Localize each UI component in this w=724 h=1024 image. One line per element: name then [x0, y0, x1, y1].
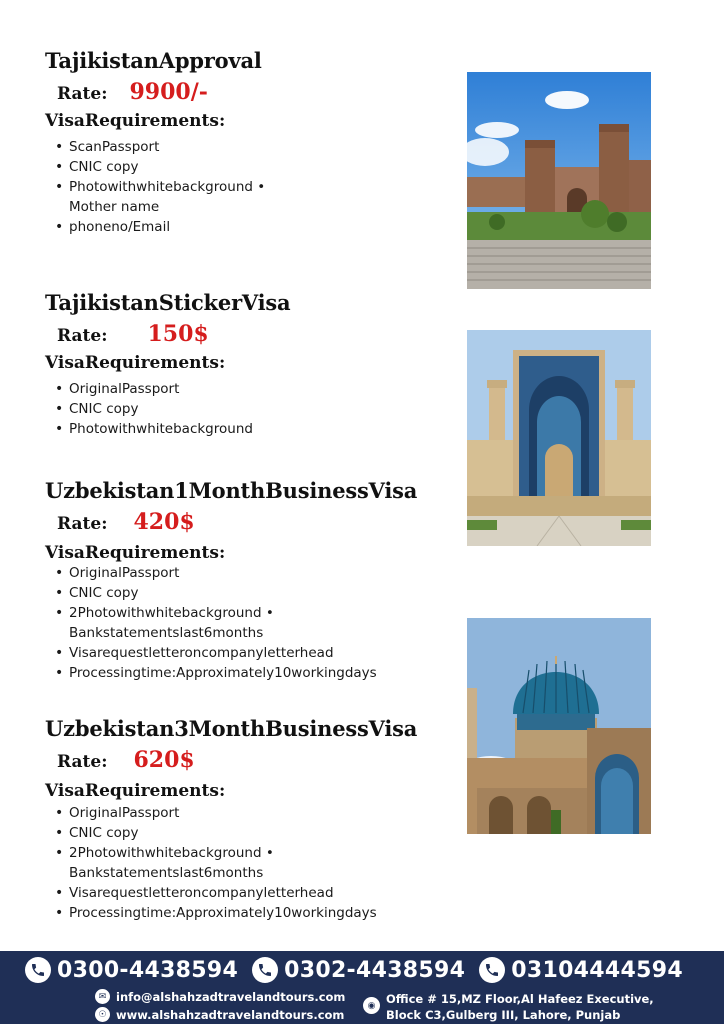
photo-hissar-fortress [467, 72, 651, 289]
rate-row [45, 321, 455, 347]
list-item: • 2Photowithwhitebackground • [45, 843, 455, 863]
visa-title: Uzbekistan1MonthBusinessVisa [45, 478, 418, 503]
list-item: • CNIC copy [45, 583, 455, 603]
phone-entry[interactable] [252, 957, 465, 983]
visa-section-uzbekistan-3-month [45, 716, 455, 923]
rate-label: Rate: [57, 326, 108, 346]
visa-section-tajikistan-approval [45, 48, 455, 237]
visa-title: TajikistanStickerVisa [45, 290, 291, 315]
list-item: • Processingtime:Approximately10workingdays [45, 663, 455, 683]
email-text: info@alshahzadtravelandtours.com [116, 989, 346, 1004]
requirements-list [45, 803, 455, 923]
globe-icon: ☉ [95, 1007, 110, 1022]
list-item: • CNIC copy [45, 157, 455, 177]
footer-contact-bar [0, 951, 724, 1024]
rate-row [45, 509, 455, 535]
photo-blue-dome [467, 618, 651, 834]
rate-value: 150$ [147, 321, 209, 347]
list-item: • Photowithwhitebackground [45, 419, 455, 439]
location-pin-icon: ◉ [363, 997, 380, 1014]
requirements-list [45, 379, 455, 439]
address-text [386, 991, 654, 1023]
requirements-list [45, 563, 455, 683]
phone-icon [479, 957, 505, 983]
visa-title: Uzbekistan3MonthBusinessVisa [45, 716, 418, 741]
fortress-image [467, 72, 651, 289]
list-item: • CNIC copy [45, 823, 455, 843]
phone-number: 0302-4438594 [284, 957, 466, 983]
visa-section-uzbekistan-1-month [45, 478, 455, 683]
list-item: • Processingtime:Approximately10workingdays [45, 903, 455, 923]
list-item: • OriginalPassport [45, 803, 455, 823]
list-item: • Visarequestletteroncompanyletterhead [45, 643, 455, 663]
list-item: • 2Photowithwhitebackground • [45, 603, 455, 623]
rate-label: Rate: [57, 752, 108, 772]
rate-label: Rate: [57, 84, 108, 104]
website-text: www.alshahzadtravelandtours.com [116, 1007, 345, 1022]
rate-row [45, 79, 455, 105]
rate-value: 420$ [133, 509, 195, 535]
list-item: • CNIC copy [45, 399, 455, 419]
phone-icon [25, 957, 51, 983]
email-line[interactable] [95, 989, 345, 1004]
dome-image [467, 618, 651, 834]
phone-number: 0300-4438594 [57, 957, 239, 983]
rate-value: 9900/- [129, 79, 208, 105]
visa-section-tajikistan-sticker [45, 290, 455, 439]
email-icon: ✉ [95, 989, 110, 1004]
visa-title: TajikistanApproval [45, 48, 262, 73]
list-item: Bankstatementslast6months [69, 625, 264, 641]
address-line: Block C3,Gulberg III, Lahore, Punjab [386, 1008, 621, 1022]
phone-entry[interactable] [479, 957, 683, 983]
requirements-title: VisaRequirements: [45, 111, 226, 131]
phone-list [25, 957, 683, 983]
rate-row [45, 747, 455, 773]
photo-madrasa-portal [467, 330, 651, 546]
address-line: Office # 15,MZ Floor,Al Hafeez Executive, [386, 992, 654, 1006]
list-item: • OriginalPassport [45, 563, 455, 583]
list-item: Bankstatementslast6months [69, 865, 264, 881]
list-item: • OriginalPassport [45, 379, 455, 399]
rate-value: 620$ [133, 747, 195, 773]
phone-icon [252, 957, 278, 983]
list-item: • Visarequestletteroncompanyletterhead [45, 883, 455, 903]
list-item: • ScanPassport [45, 137, 455, 157]
list-item: Mother name [69, 199, 160, 215]
requirements-list [45, 137, 455, 237]
address-block [363, 991, 654, 1023]
list-item: • Photowithwhitebackground • [45, 177, 455, 197]
requirements-title: VisaRequirements: [45, 353, 226, 373]
rate-label: Rate: [57, 514, 108, 534]
phone-entry[interactable] [25, 957, 238, 983]
list-item: • phoneno/Email [45, 217, 455, 237]
madrasa-image [467, 330, 651, 546]
requirements-title: VisaRequirements: [45, 781, 226, 801]
requirements-title: VisaRequirements: [45, 543, 226, 563]
website-line[interactable] [95, 1007, 344, 1022]
phone-number: 03104444594 [511, 957, 683, 983]
